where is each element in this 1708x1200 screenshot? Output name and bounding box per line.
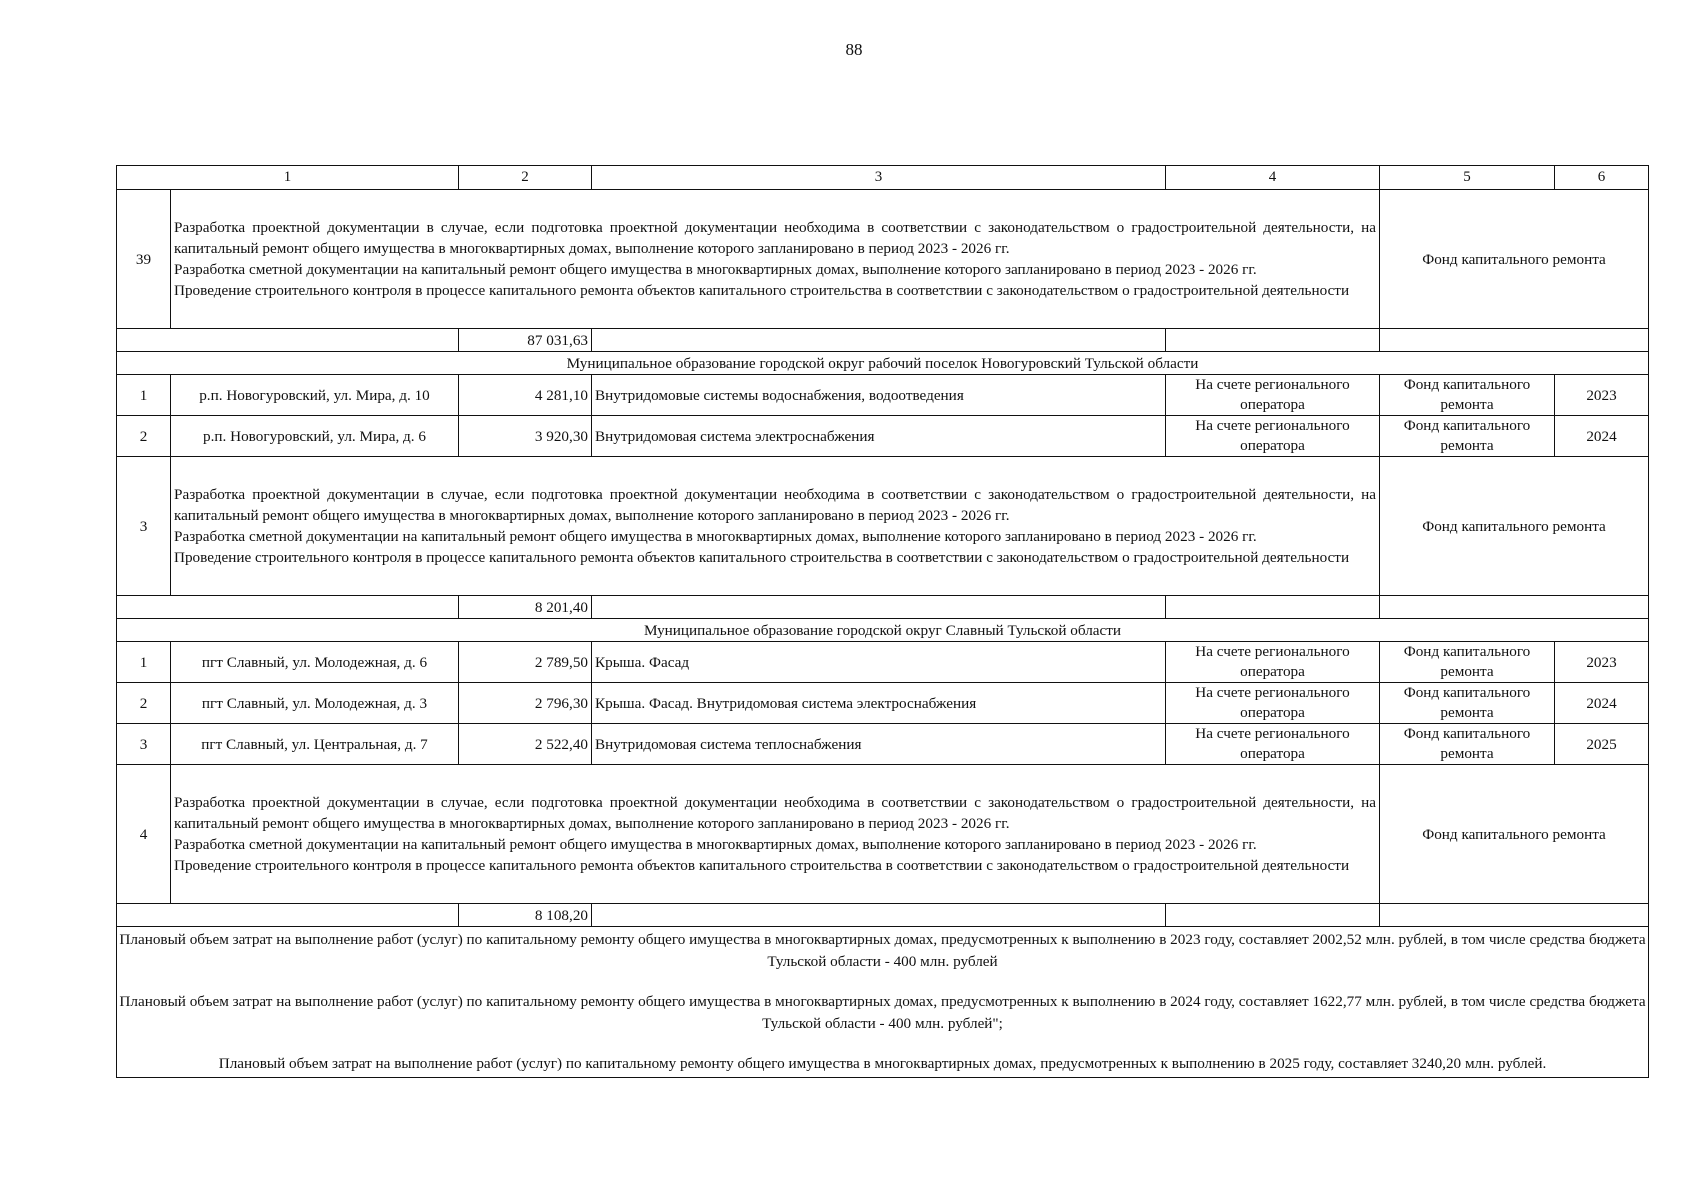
address: пгт Славный, ул. Молодежная, д. 6 xyxy=(171,642,459,683)
header-col-6: 6 xyxy=(1555,166,1649,190)
design-text-3: Проведение строительного контроля в процессе капитального ремонта объектов капитального строительства в соответствии с законодательством о градостроительной деятельности xyxy=(174,282,1350,299)
design-description xyxy=(171,765,1380,904)
fund: Фонд капитального ремонта xyxy=(1380,642,1555,683)
account: На счете регионального оператора xyxy=(1166,683,1380,724)
works: Внутридомовая система теплоснабжения xyxy=(592,724,1166,765)
summary-2024: Плановый объем затрат на выполнение работ (услуг) по капитальному ремонту общего имущества в многоквартирных домах, предусмотренных к выполнению в 2024 году, составляет 1622,77 млн. рублей, в том числе средства бюджета Тульской области - 400 млн. рублей"; xyxy=(119,993,1646,1032)
table-row xyxy=(117,375,1649,416)
summary-spacer xyxy=(119,973,1646,991)
summary-2025: Плановый объем затрат на выполнение работ (услуг) по капитальному ремонту общего имущества в многоквартирных домах, предусмотренных к выполнению в 2025 году, составляет 3240,20 млн. рублей. xyxy=(218,1055,1547,1072)
row-number: 3 xyxy=(117,457,171,596)
address: р.п. Новогуровский, ул. Мира, д. 10 xyxy=(171,375,459,416)
design-text-3: Проведение строительного контроля в процессе капитального ремонта объектов капитального строительства в соответствии с законодательством о градостроительной деятельности xyxy=(174,549,1350,566)
funding-source: Фонд капитального ремонта xyxy=(1380,190,1649,329)
section-total-row xyxy=(117,904,1649,927)
header-col-4: 4 xyxy=(1166,166,1380,190)
row-number: 2 xyxy=(117,683,171,724)
design-text-1: Разработка проектной документации в случае, если подготовка проектной документации необходима в соответствии с законодательством о градостроительной деятельности, на капитальный ремонт общего имущества в многоквартирных домах, выполнение которого запланировано в период 2023 - 2026 гг. xyxy=(174,486,1376,524)
summary-row xyxy=(117,927,1649,1078)
capital-repair-table xyxy=(116,165,1649,1078)
section-total-row xyxy=(117,596,1649,619)
account: На счете регионального оператора xyxy=(1166,375,1380,416)
design-row xyxy=(117,457,1649,596)
section-total: 8 201,40 xyxy=(459,596,592,619)
works: Внутридомовые системы водоснабжения, водоотведения xyxy=(592,375,1166,416)
table-row xyxy=(117,724,1649,765)
design-text-3: Проведение строительного контроля в процессе капитального ремонта объектов капитального строительства в соответствии с законодательством о градостроительной деятельности xyxy=(174,857,1350,874)
header-col-5: 5 xyxy=(1380,166,1555,190)
table-row xyxy=(117,642,1649,683)
design-text-2: Разработка сметной документации на капитальный ремонт общего имущества в многоквартирных домах, выполнение которого запланировано в период 2023 - 2026 гг. xyxy=(174,836,1257,853)
summary-spacer xyxy=(119,1035,1646,1053)
row-number: 4 xyxy=(117,765,171,904)
cost: 2 522,40 xyxy=(459,724,592,765)
works: Крыша. Фасад. Внутридомовая система электроснабжения xyxy=(592,683,1166,724)
design-description xyxy=(171,190,1380,329)
header-col-1: 1 xyxy=(117,166,459,190)
year: 2023 xyxy=(1555,375,1649,416)
table-row xyxy=(117,683,1649,724)
year: 2024 xyxy=(1555,416,1649,457)
design-row xyxy=(117,190,1649,329)
design-text-1: Разработка проектной документации в случае, если подготовка проектной документации необходима в соответствии с законодательством о градостроительной деятельности, на капитальный ремонт общего имущества в многоквартирных домах, выполнение которого запланировано в период 2023 - 2026 гг. xyxy=(174,794,1376,832)
account: На счете регионального оператора xyxy=(1166,724,1380,765)
fund: Фонд капитального ремонта xyxy=(1380,683,1555,724)
row-number: 3 xyxy=(117,724,171,765)
fund: Фонд капитального ремонта xyxy=(1380,416,1555,457)
design-text-2: Разработка сметной документации на капитальный ремонт общего имущества в многоквартирных домах, выполнение которого запланировано в период 2023 - 2026 гг. xyxy=(174,261,1257,278)
funding-source: Фонд капитального ремонта xyxy=(1380,457,1649,596)
fund: Фонд капитального ремонта xyxy=(1380,724,1555,765)
works: Внутридомовая система электроснабжения xyxy=(592,416,1166,457)
table-row xyxy=(117,416,1649,457)
cost: 4 281,10 xyxy=(459,375,592,416)
cost: 3 920,30 xyxy=(459,416,592,457)
cost: 2 789,50 xyxy=(459,642,592,683)
header-col-3: 3 xyxy=(592,166,1166,190)
cost: 2 796,30 xyxy=(459,683,592,724)
header-col-2: 2 xyxy=(459,166,592,190)
address: пгт Славный, ул. Молодежная, д. 3 xyxy=(171,683,459,724)
design-row xyxy=(117,765,1649,904)
municipality-row xyxy=(117,352,1649,375)
municipality-title: Муниципальное образование городской округ Славный Тульской области xyxy=(117,619,1649,642)
page-number: 88 xyxy=(845,40,863,59)
row-number: 39 xyxy=(117,190,171,329)
table-header-row xyxy=(117,166,1649,190)
design-text-1: Разработка проектной документации в случае, если подготовка проектной документации необходима в соответствии с законодательством о градостроительной деятельности, на капитальный ремонт общего имущества в многоквартирных домах, выполнение которого запланировано в период 2023 - 2026 гг. xyxy=(174,219,1376,257)
works: Крыша. Фасад xyxy=(592,642,1166,683)
year: 2023 xyxy=(1555,642,1649,683)
account: На счете регионального оператора xyxy=(1166,416,1380,457)
design-description xyxy=(171,457,1380,596)
row-number: 1 xyxy=(117,375,171,416)
design-text-2: Разработка сметной документации на капитальный ремонт общего имущества в многоквартирных домах, выполнение которого запланировано в период 2023 - 2026 гг. xyxy=(174,528,1257,545)
summary-2023: Плановый объем затрат на выполнение работ (услуг) по капитальному ремонту общего имущества в многоквартирных домах, предусмотренных к выполнению в 2023 году, составляет 2002,52 млн. рублей, в том числе средства бюджета Тульской области - 400 млн. рублей xyxy=(119,931,1646,970)
municipality-title: Муниципальное образование городской округ рабочий поселок Новогуровский Тульской области xyxy=(117,352,1649,375)
section-total: 8 108,20 xyxy=(459,904,592,927)
fund: Фонд капитального ремонта xyxy=(1380,375,1555,416)
funding-source: Фонд капитального ремонта xyxy=(1380,765,1649,904)
municipality-row xyxy=(117,619,1649,642)
year: 2025 xyxy=(1555,724,1649,765)
section-total: 87 031,63 xyxy=(459,329,592,352)
address: пгт Славный, ул. Центральная, д. 7 xyxy=(171,724,459,765)
row-number: 2 xyxy=(117,416,171,457)
row-number: 1 xyxy=(117,642,171,683)
year: 2024 xyxy=(1555,683,1649,724)
address: р.п. Новогуровский, ул. Мира, д. 6 xyxy=(171,416,459,457)
summary-notes xyxy=(117,927,1649,1078)
account: На счете регионального оператора xyxy=(1166,642,1380,683)
section-total-row xyxy=(117,329,1649,352)
